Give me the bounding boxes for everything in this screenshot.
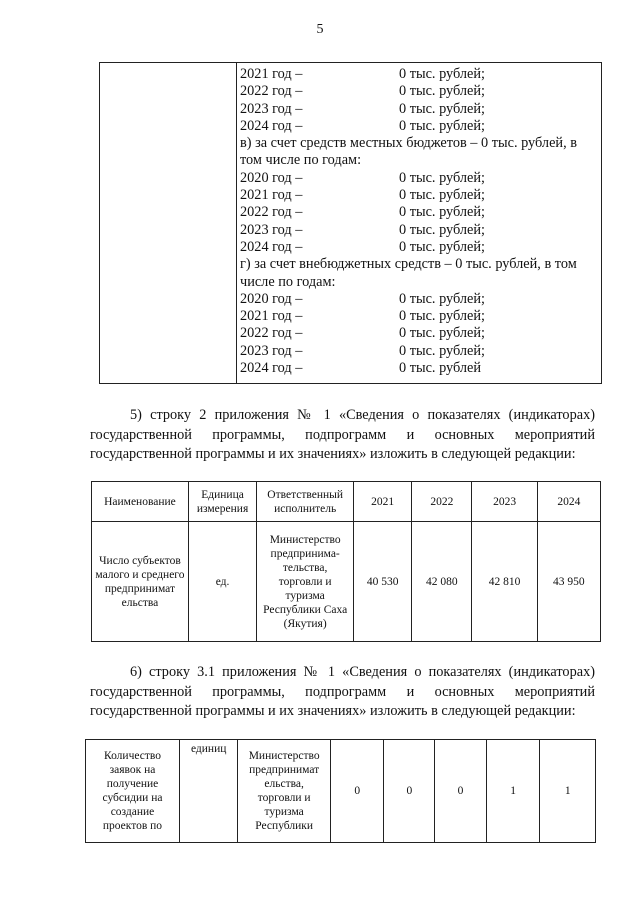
funding-row: 2020 год – 0 тыс. рублей; bbox=[240, 290, 486, 307]
table-cell: 42 810 bbox=[472, 522, 537, 642]
table-cell: 0 bbox=[330, 740, 384, 843]
table-cell: Министерство предпринима-тельства, торговли и туризма Республики Саха (Якутия) bbox=[257, 522, 354, 642]
funding-row: 2024 год – 0 тыс. рублей bbox=[240, 360, 482, 377]
table-cell: 42 080 bbox=[412, 522, 472, 642]
header-cell: Наименование bbox=[92, 482, 189, 522]
local-budget-heading-cont: том числе по годам: bbox=[240, 152, 362, 169]
extrabudget-heading-cont: числе по годам: bbox=[240, 273, 336, 290]
table-cell: 0 bbox=[384, 740, 435, 843]
header-cell: 2022 bbox=[412, 482, 472, 522]
funding-row: 2023 год – 0 тыс. рублей; bbox=[240, 221, 486, 238]
table-cell: ед. bbox=[188, 522, 256, 642]
table-column-divider bbox=[236, 63, 237, 383]
paragraph-6: 6) строку 3.1 приложения № 1 «Сведения о показателях (индикаторах) государственной программы, подпрограмм и основных мероприятий государственной программы и их значениях» изложить в следующей редакции: bbox=[90, 664, 595, 719]
funding-row: 2021 год – 0 тыс. рублей; bbox=[240, 308, 486, 325]
funding-row: 2022 год – 0 тыс. рублей; bbox=[240, 83, 486, 100]
funding-cell bbox=[240, 66, 600, 377]
funding-row: 2023 год – 0 тыс. рублей; bbox=[240, 100, 486, 117]
page-number: 5 bbox=[316, 22, 324, 37]
table-cell: 40 530 bbox=[354, 522, 412, 642]
table-cell: Количество заявок на получение субсидии на создание проектов по bbox=[86, 740, 180, 843]
header-cell: Единица измерения bbox=[188, 482, 256, 522]
paragraph-5: 5) строку 2 приложения № 1 «Сведения о показателях (индикаторах) государственной программы, подпрограмм и основных мероприятий государственной программы и их значениях» изложить в следующей редакции: bbox=[90, 407, 595, 462]
table-cell: 1 bbox=[540, 740, 596, 843]
funding-row: 2023 год – 0 тыс. рублей; bbox=[240, 342, 486, 359]
header-cell: 2021 bbox=[354, 482, 412, 522]
funding-table bbox=[99, 62, 602, 384]
table-cell: Министерство предпринимат ельства, торговли и туризма Республики bbox=[238, 740, 330, 843]
funding-row: 2022 год – 0 тыс. рублей; bbox=[240, 204, 486, 221]
indicator-table-3 bbox=[85, 739, 596, 843]
funding-row: 2024 год – 0 тыс. рублей; bbox=[240, 117, 486, 134]
table-cell: единиц bbox=[179, 740, 237, 843]
table-cell: 0 bbox=[435, 740, 487, 843]
indicator-table-2 bbox=[91, 481, 601, 642]
extrabudget-heading: г) за счет внебюджетных средств – 0 тыс. рублей, в том bbox=[240, 256, 577, 273]
header-cell: Ответственный исполнитель bbox=[257, 482, 354, 522]
local-budget-heading: в) за счет средств местных бюджетов – 0 тыс. рублей, в bbox=[240, 135, 577, 152]
table-header-row bbox=[92, 482, 601, 522]
table-row bbox=[86, 740, 596, 843]
table-row bbox=[92, 522, 601, 642]
table-cell: 43 950 bbox=[537, 522, 600, 642]
table-cell: 1 bbox=[486, 740, 540, 843]
funding-row: 2021 год – 0 тыс. рублей; bbox=[240, 66, 486, 82]
header-cell: 2023 bbox=[472, 482, 537, 522]
funding-row: 2020 год – 0 тыс. рублей; bbox=[240, 169, 486, 186]
funding-row: 2024 год – 0 тыс. рублей; bbox=[240, 238, 486, 255]
header-cell: 2024 bbox=[537, 482, 600, 522]
funding-row: 2022 год – 0 тыс. рублей; bbox=[240, 325, 486, 342]
table-cell: Число субъектов малого и среднего предпринимат ельства bbox=[92, 522, 189, 642]
funding-row: 2021 год – 0 тыс. рублей; bbox=[240, 187, 486, 204]
